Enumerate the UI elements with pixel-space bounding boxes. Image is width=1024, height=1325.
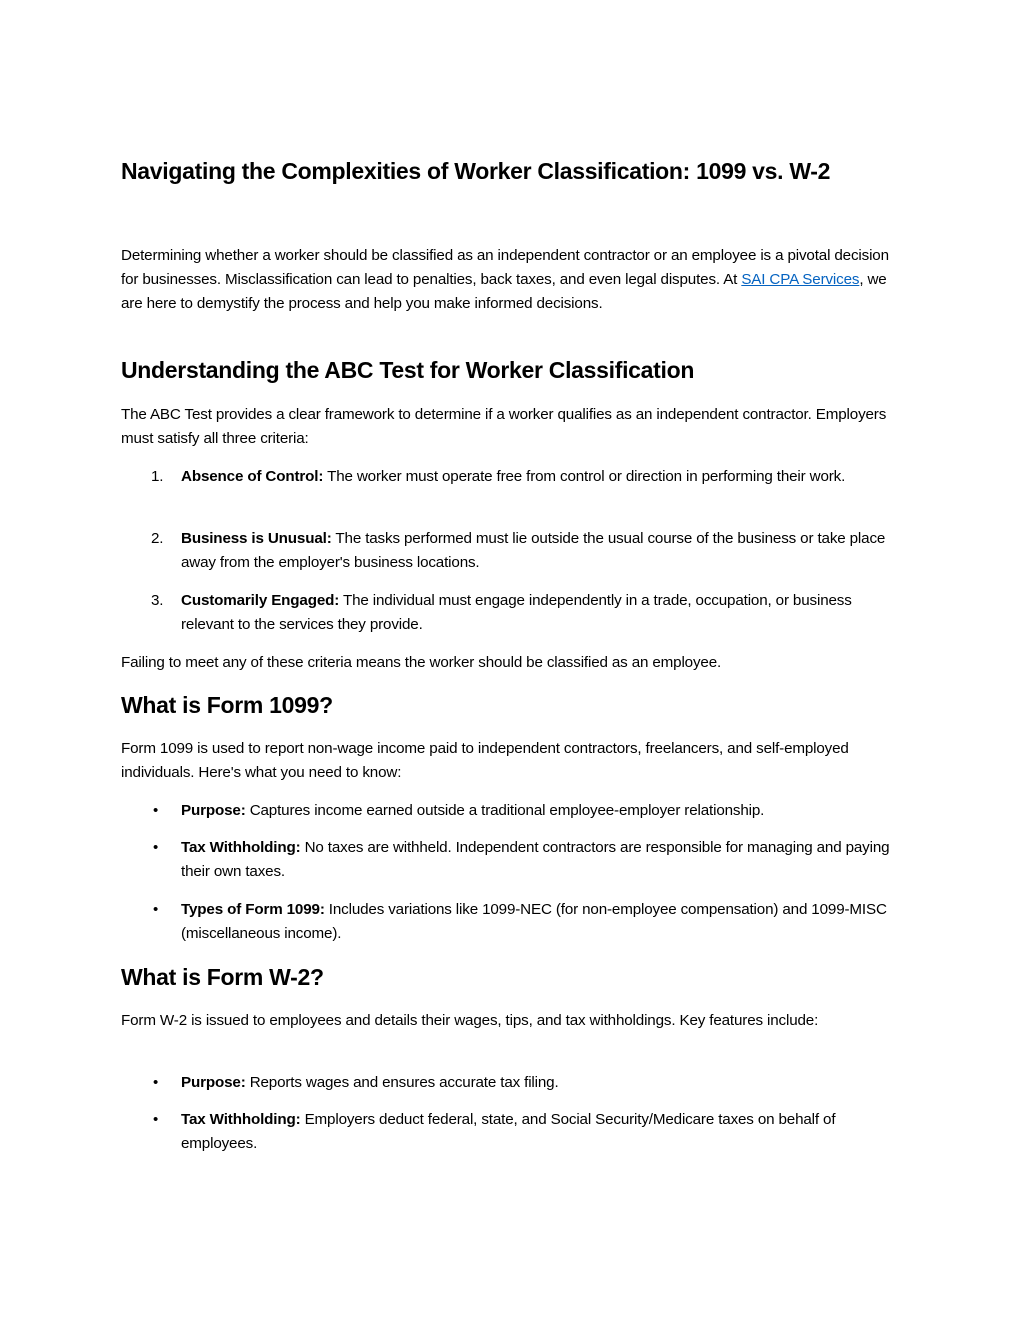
bullet-icon: • bbox=[153, 901, 159, 918]
form-1099-heading: What is Form 1099? bbox=[121, 692, 333, 718]
list-number: 3. bbox=[151, 592, 164, 609]
list-item-label: Purpose: bbox=[181, 802, 246, 819]
list-item-text: The tasks performed must lie outside the usual course of the business or take place away from the employer's business locations. bbox=[181, 530, 886, 571]
list-item-text: Reports wages and ensures accurate tax filing. bbox=[245, 1074, 559, 1091]
bullet-icon: • bbox=[153, 802, 159, 819]
form-w2-intro: Form W-2 is issued to employees and details their wages, tips, and tax withholdings. Key features include: bbox=[121, 1012, 819, 1029]
list-item-text: Employers deduct federal, state, and Social Security/Medicare taxes on behalf of employees. bbox=[181, 1111, 836, 1152]
abc-conclusion: Failing to meet any of these criteria means the worker should be classified as an employee. bbox=[121, 654, 722, 671]
intro-text-after-link: , we are here to demystify the process and help you make informed decisions. bbox=[121, 271, 887, 312]
list-number: 1. bbox=[151, 468, 164, 485]
document-title: Navigating the Complexities of Worker Classification: 1099 vs. W-2 bbox=[121, 158, 831, 184]
list-item-text: Captures income earned outside a traditional employee-employer relationship. bbox=[245, 802, 765, 819]
list-item-text: The worker must operate free from control or direction in performing their work. bbox=[323, 468, 846, 485]
list-item-text: Includes variations like 1099-NEC (for non-employee compensation) and 1099-MISC (miscellaneous income). bbox=[181, 901, 887, 942]
form-w2-heading: What is Form W-2? bbox=[121, 964, 324, 990]
list-number: 2. bbox=[151, 530, 164, 547]
bullet-icon: • bbox=[153, 839, 159, 856]
list-item-label: Customarily Engaged: bbox=[181, 592, 340, 609]
abc-test-heading: Understanding the ABC Test for Worker Classification bbox=[121, 357, 695, 383]
form-w2-list-item bbox=[121, 1071, 903, 1095]
list-item-label: Types of Form 1099: bbox=[181, 901, 325, 918]
bullet-icon: • bbox=[153, 1074, 159, 1091]
list-item-label: Tax Withholding: bbox=[181, 839, 301, 856]
list-item-label: Business is Unusual: bbox=[181, 530, 332, 547]
list-item-label: Tax Withholding: bbox=[181, 1111, 301, 1128]
list-item-text: The individual must engage independently in a trade, occupation, or business relevant to the services they provide. bbox=[181, 592, 852, 633]
list-item-label: Purpose: bbox=[181, 1074, 246, 1091]
list-item-text: No taxes are withheld. Independent contractors are responsible for managing and paying their own taxes. bbox=[181, 839, 890, 880]
list-item-label: Absence of Control: bbox=[181, 468, 324, 485]
bullet-icon: • bbox=[153, 1111, 159, 1128]
intro-paragraph bbox=[121, 244, 903, 316]
form-1099-list-item bbox=[121, 898, 903, 946]
form-1099-list-item bbox=[121, 836, 903, 884]
form-w2-list-item bbox=[121, 1108, 903, 1156]
abc-list-item bbox=[121, 589, 903, 637]
abc-list-item bbox=[121, 465, 903, 489]
abc-list-item bbox=[121, 527, 903, 575]
sai-cpa-services-link[interactable]: SAI CPA Services bbox=[741, 271, 860, 288]
form-1099-list-item bbox=[121, 799, 903, 823]
form-1099-intro: Form 1099 is used to report non-wage income paid to independent contractors, freelancers, and self-employed individuals. Here's what you need to know: bbox=[121, 740, 849, 781]
intro-text-before-link: Determining whether a worker should be classified as an independent contractor or an employee is a pivotal decision for businesses. Misclassification can lead to penalties, back taxes, and even legal disputes. At bbox=[121, 247, 889, 288]
abc-test-intro: The ABC Test provides a clear framework to determine if a worker qualifies as an independent contractor. Employers must satisfy all three criteria: bbox=[121, 406, 887, 447]
